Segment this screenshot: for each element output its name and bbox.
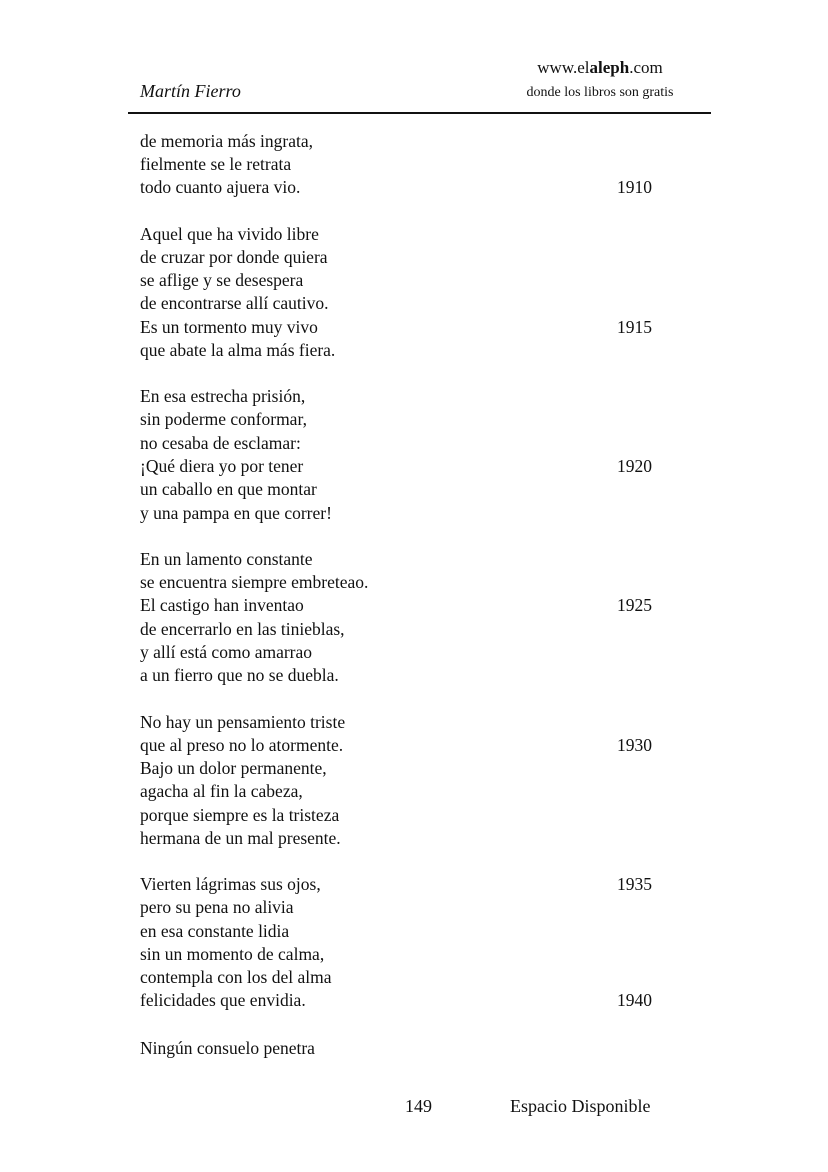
poem-line: de memoria más ingrata,: [140, 131, 313, 151]
poem-line: porque siempre es la tristeza: [140, 805, 340, 825]
poem-line: Bajo un dolor permanente,: [140, 758, 327, 778]
poem-line: ¡Qué diera yo por tener: [140, 456, 304, 476]
poem-line: felicidades que envidia.: [140, 990, 306, 1010]
verse-line-number: 1915: [617, 317, 652, 337]
page-number: 149: [405, 1096, 432, 1116]
poem-line: En un lamento constante: [140, 549, 313, 569]
poem-line: y allí está como amarrao: [140, 642, 313, 662]
poem-line: se encuentra siempre embreteao.: [140, 572, 369, 592]
poem-line: de encontrarse allí cautivo.: [140, 293, 329, 313]
poem-line: sin un momento de calma,: [140, 944, 325, 964]
site-url-suffix: .com: [629, 58, 663, 77]
poem-line: un caballo en que montar: [140, 479, 317, 499]
poem-line: Es un tormento muy vivo: [140, 317, 318, 337]
poem-line: contempla con los del alma: [140, 967, 332, 987]
poem-line: pero su pena no alivia: [140, 897, 294, 917]
poem-line: y una pampa en que correr!: [140, 503, 332, 523]
site-url: [500, 57, 700, 79]
poem-line: que abate la alma más fiera.: [140, 340, 336, 360]
poem-line: En esa estrecha prisión,: [140, 386, 306, 406]
poem-line: sin poderme conformar,: [140, 409, 307, 429]
verse-line-number: 1930: [617, 735, 652, 755]
verse-line-number: 1940: [617, 990, 652, 1010]
poem-line: de cruzar por donde quiera: [140, 247, 328, 267]
site-url-prefix: www.el: [537, 58, 590, 77]
poem-line: Aquel que ha vivido libre: [140, 224, 319, 244]
site-tagline: donde los libros son gratis: [526, 85, 674, 100]
poem-line: No hay un pensamiento triste: [140, 712, 346, 732]
site-url-brand: aleph: [589, 58, 630, 77]
verse-line-number: 1935: [617, 874, 652, 894]
poem-line: a un fierro que no se duebla.: [140, 665, 339, 685]
poem-line: todo cuanto ajuera vio.: [140, 177, 301, 197]
poem-line: que al preso no lo atormente.: [140, 735, 344, 755]
poem-line: de encerrarlo en las tinieblas,: [140, 619, 345, 639]
poem-line: Vierten lágrimas sus ojos,: [140, 874, 321, 894]
poem-line: agacha al fin la cabeza,: [140, 781, 303, 801]
poem-line: no cesaba de esclamar:: [140, 433, 301, 453]
poem-line: hermana de un mal presente.: [140, 828, 341, 848]
poem-line: El castigo han inventao: [140, 595, 304, 615]
poem-line: se aflige y se desespera: [140, 270, 304, 290]
verse-line-number: 1920: [617, 456, 652, 476]
verse-line-number: 1925: [617, 595, 652, 615]
footer-note: Espacio Disponible: [510, 1096, 651, 1116]
verse-line-number: 1910: [617, 177, 652, 197]
poem-line: fielmente se le retrata: [140, 154, 292, 174]
poem-line: en esa constante lidia: [140, 921, 290, 941]
header-divider: [128, 112, 711, 114]
book-title: Martín Fierro: [140, 81, 241, 101]
poem-line: Ningún consuelo penetra: [140, 1038, 315, 1058]
